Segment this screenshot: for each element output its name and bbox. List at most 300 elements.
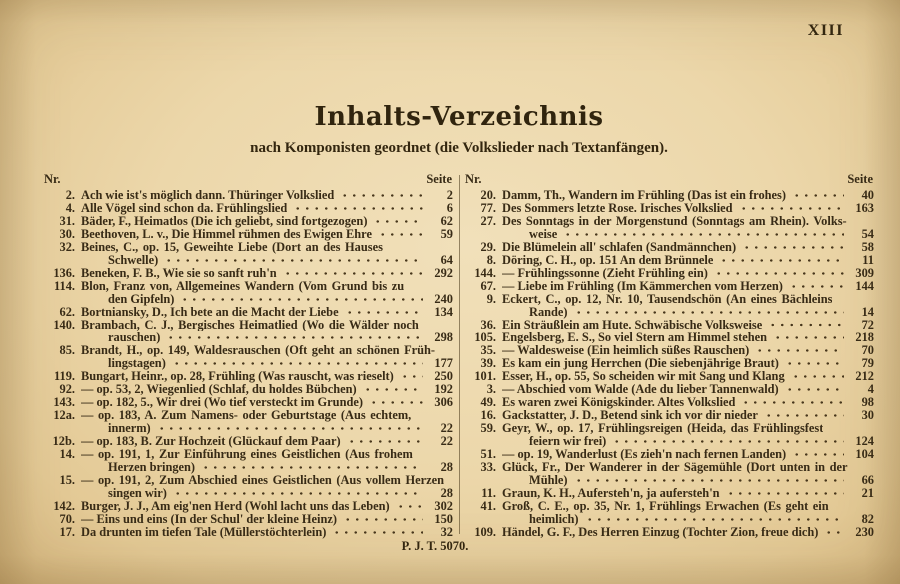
dot-leader bbox=[155, 422, 423, 435]
entry-number: 27. bbox=[480, 213, 496, 228]
entry-page-number: 22 bbox=[440, 421, 453, 436]
entry-line bbox=[81, 435, 453, 448]
entry-line-continued bbox=[81, 422, 453, 435]
column-divider-rule bbox=[459, 175, 460, 534]
printer-plate-mark: P. J. T. 5070. bbox=[401, 539, 469, 553]
index-entry bbox=[465, 344, 874, 357]
entry-number: 101. bbox=[474, 369, 496, 384]
entry-number: 62. bbox=[59, 304, 75, 319]
entry-page-number: 306 bbox=[434, 395, 453, 410]
entry-line bbox=[502, 461, 874, 474]
entry-page-number: 144 bbox=[855, 278, 874, 293]
entry-body bbox=[81, 396, 453, 409]
index-entry bbox=[465, 370, 874, 383]
entry-body bbox=[502, 461, 874, 487]
entry-number: 119. bbox=[54, 369, 75, 384]
dot-leader bbox=[771, 331, 844, 344]
entry-body bbox=[502, 357, 874, 370]
entry-body bbox=[81, 383, 453, 396]
entry-line bbox=[81, 448, 453, 461]
entry-body bbox=[81, 370, 453, 383]
index-entry bbox=[44, 319, 453, 345]
entry-line bbox=[502, 344, 874, 357]
entry-text: Damm, Th., Wandern im Frühling (Das ist ein frohes) bbox=[502, 189, 786, 202]
dot-leader bbox=[171, 487, 423, 500]
entry-page-number: 82 bbox=[861, 511, 874, 526]
dot-leader bbox=[281, 267, 423, 280]
entry-page-number: 72 bbox=[861, 317, 874, 332]
dot-leader bbox=[343, 306, 423, 319]
index-entry bbox=[44, 435, 453, 448]
entry-list-right bbox=[465, 189, 874, 539]
column-header bbox=[465, 172, 874, 186]
entry-line bbox=[81, 202, 453, 215]
entry-body bbox=[81, 241, 453, 267]
index-entry bbox=[44, 500, 453, 513]
entry-line bbox=[502, 215, 874, 228]
dot-leader bbox=[398, 370, 423, 383]
entry-number: 49. bbox=[480, 395, 496, 410]
entry-body bbox=[502, 189, 874, 202]
entry-number: 3. bbox=[486, 382, 496, 397]
entry-number: 41. bbox=[480, 498, 496, 513]
index-entry bbox=[44, 267, 453, 280]
entry-line bbox=[502, 319, 874, 332]
entry-line bbox=[81, 280, 453, 293]
entry-text: — op. 182, 5., Wir drei (Wo tief versteckt im Grunde) bbox=[81, 396, 363, 410]
entry-body bbox=[502, 215, 874, 241]
entry-body bbox=[502, 267, 874, 280]
entry-body bbox=[81, 215, 453, 228]
dot-leader bbox=[371, 215, 423, 228]
entry-page-number: 30 bbox=[861, 408, 874, 423]
entry-number: 2. bbox=[65, 188, 75, 202]
dot-leader bbox=[330, 526, 423, 539]
entry-page-number: 40 bbox=[861, 188, 874, 202]
dot-leader bbox=[341, 513, 423, 526]
entry-text-continued: den Gipfeln) bbox=[108, 292, 175, 306]
index-entry bbox=[44, 202, 453, 215]
entry-text: Gackstatter, J. D., Betend sink ich vor dir nieder bbox=[502, 409, 758, 423]
entry-line bbox=[502, 254, 874, 267]
entry-number: 8. bbox=[486, 252, 496, 267]
dot-leader bbox=[739, 396, 844, 409]
entry-body bbox=[81, 474, 453, 500]
index-entry bbox=[44, 474, 453, 500]
entry-line-continued bbox=[81, 331, 453, 344]
entry-text: Des Sommers letzte Rose. Irisches Volkslied bbox=[502, 201, 733, 215]
entry-body bbox=[81, 267, 453, 280]
dot-leader bbox=[783, 357, 844, 370]
entry-line bbox=[81, 526, 453, 539]
entry-page-number: 11 bbox=[862, 252, 874, 267]
entry-number: 51. bbox=[480, 447, 496, 462]
entry-number: 85. bbox=[59, 343, 75, 358]
entry-page-number: 28 bbox=[440, 485, 453, 500]
dot-leader bbox=[361, 383, 423, 396]
entry-text: Glück, Fr., Der Wanderer in der Sägemühle (Dort unten in der bbox=[502, 461, 848, 474]
index-entry bbox=[44, 280, 453, 306]
entry-page-number: 134 bbox=[434, 304, 453, 319]
entry-number: 9. bbox=[486, 291, 496, 306]
entry-body bbox=[81, 448, 453, 474]
dot-leader bbox=[338, 189, 423, 202]
index-entry bbox=[465, 526, 874, 539]
entry-line-continued bbox=[502, 306, 874, 319]
entry-line-continued bbox=[502, 474, 874, 487]
entry-number: 12b. bbox=[52, 434, 75, 449]
entry-body bbox=[502, 202, 874, 215]
dot-leader bbox=[376, 228, 423, 241]
index-entry bbox=[465, 267, 874, 280]
entry-line bbox=[81, 241, 453, 254]
entry-number: 30. bbox=[59, 226, 75, 241]
entry-body bbox=[502, 448, 874, 461]
dot-leader bbox=[345, 435, 423, 448]
entry-body bbox=[502, 293, 874, 319]
index-entry bbox=[465, 357, 874, 370]
entry-body bbox=[81, 513, 453, 526]
index-entry bbox=[44, 215, 453, 228]
entry-text: Da drunten im tiefen Tale (Müllerstöchterlein) bbox=[81, 525, 327, 539]
entry-text: Brandt, H., op. 149, Waldesrauschen (Oft geht an schönen Früh- bbox=[81, 344, 436, 358]
entry-number: 143. bbox=[53, 395, 75, 410]
entry-text: Es kam ein jung Herrchen (Die siebenjährige Braut) bbox=[502, 357, 779, 371]
entry-text: Ein Sträußlein am Hute. Schwäbische Volksweise bbox=[502, 318, 763, 332]
entry-line bbox=[81, 500, 453, 513]
entry-body bbox=[81, 319, 453, 345]
entry-text-continued: Schwelle) bbox=[108, 253, 159, 267]
entry-number: 105. bbox=[474, 330, 496, 345]
entry-number: 20. bbox=[480, 188, 496, 202]
index-entry bbox=[44, 228, 453, 241]
dot-leader bbox=[572, 306, 844, 319]
entry-line bbox=[502, 422, 874, 435]
index-entry bbox=[465, 331, 874, 344]
entry-number: 70. bbox=[59, 511, 75, 526]
entry-page-number: 309 bbox=[855, 265, 874, 280]
entry-page-number: 302 bbox=[434, 498, 453, 513]
entry-line-continued bbox=[81, 254, 453, 267]
entry-text: Groß, C. E., op. 35, Nr. 1, Frühlings Erwachen (Es geht ein bbox=[502, 499, 829, 513]
index-entry bbox=[44, 513, 453, 526]
dot-leader bbox=[178, 293, 423, 306]
seite-column-label: Seite bbox=[847, 172, 873, 186]
entry-text: — Frühlingssonne (Zieht Frühling ein) bbox=[502, 266, 708, 280]
dot-leader bbox=[737, 202, 844, 215]
page-title: Inhalts-Verzeichnis bbox=[314, 102, 604, 132]
entry-page-number: 124 bbox=[855, 434, 874, 449]
entry-text: Bungart, Heinr., op. 28, Frühling (Was rauscht, was rieselt) bbox=[81, 370, 394, 384]
entry-page-number: 4 bbox=[867, 382, 874, 397]
index-entry bbox=[465, 422, 874, 448]
entry-line bbox=[81, 396, 453, 409]
entry-line bbox=[502, 526, 874, 539]
index-entry bbox=[44, 189, 453, 202]
entry-line bbox=[81, 189, 453, 202]
entry-line-continued bbox=[502, 435, 874, 448]
entry-page-number: 28 bbox=[440, 460, 453, 475]
entry-text: Beethoven, L. v., Die Himmel rühmen des Ewigen Ehre bbox=[81, 227, 372, 241]
entry-number: 4. bbox=[65, 200, 75, 215]
dot-leader bbox=[724, 487, 844, 500]
entry-text: Blon, Franz von, Allgemeines Wandern (Vom Grund bis zu bbox=[81, 279, 405, 293]
index-entry bbox=[44, 383, 453, 396]
dot-leader bbox=[561, 228, 844, 241]
entry-page-number: 2 bbox=[446, 188, 453, 202]
dot-leader bbox=[162, 254, 423, 267]
entry-body bbox=[502, 396, 874, 409]
entry-number: 11. bbox=[481, 485, 496, 500]
entry-line bbox=[502, 280, 874, 293]
entry-page-number: 240 bbox=[434, 291, 453, 306]
entry-number: 59. bbox=[480, 421, 496, 436]
entry-body bbox=[502, 331, 874, 344]
entry-line bbox=[81, 228, 453, 241]
entry-number: 35. bbox=[480, 343, 496, 358]
entry-line bbox=[502, 370, 874, 383]
entry-line bbox=[502, 267, 874, 280]
entry-line bbox=[502, 487, 874, 500]
entry-page-number: 218 bbox=[855, 330, 874, 345]
entry-number: 16. bbox=[480, 408, 496, 423]
entry-body bbox=[502, 422, 874, 448]
entry-text: — op. 19, Wanderlust (Es zieh'n nach fernen Landen) bbox=[502, 448, 787, 462]
entry-body bbox=[502, 254, 874, 267]
entry-text-continued: rauschen) bbox=[108, 331, 161, 345]
entry-line bbox=[81, 306, 453, 319]
index-entry bbox=[44, 526, 453, 539]
entry-page-number: 230 bbox=[855, 524, 874, 539]
entry-body bbox=[502, 500, 874, 526]
entry-line-continued bbox=[81, 357, 453, 370]
column-header bbox=[44, 172, 453, 186]
dot-leader bbox=[766, 319, 844, 332]
entry-page-number: 192 bbox=[434, 382, 453, 397]
dot-leader bbox=[291, 202, 423, 215]
entry-body bbox=[81, 228, 453, 241]
entry-text: — op. 183, A. Zum Namens- oder Geburtstage (Aus echtem, bbox=[81, 409, 412, 423]
dot-leader bbox=[170, 357, 423, 370]
entry-body bbox=[81, 344, 453, 370]
dot-leader bbox=[367, 396, 423, 409]
entry-page-number: 32 bbox=[440, 524, 453, 539]
entry-page-number: 298 bbox=[434, 330, 453, 345]
entry-body bbox=[81, 500, 453, 513]
entry-line-continued bbox=[81, 487, 453, 500]
entry-page-number: 64 bbox=[440, 252, 453, 267]
entry-line bbox=[502, 202, 874, 215]
entry-number: 67. bbox=[480, 278, 496, 293]
entry-text: Ach wie ist's möglich dann. Thüringer Volkslied bbox=[81, 189, 335, 202]
index-entry bbox=[465, 487, 874, 500]
entry-line-continued bbox=[81, 461, 453, 474]
entry-page-number: 54 bbox=[861, 226, 874, 241]
entry-text: Esser, H., op. 55, So scheiden wir mit Sang und Klang bbox=[502, 370, 785, 384]
dot-leader bbox=[583, 513, 844, 526]
entry-line bbox=[502, 448, 874, 461]
dot-leader bbox=[789, 370, 844, 383]
entry-body bbox=[502, 487, 874, 500]
entry-page-number: 59 bbox=[440, 226, 453, 241]
entry-text: Händel, G. F., Des Herren Einzug (Tochter Zion, freue dich) bbox=[502, 525, 819, 539]
index-entry bbox=[465, 500, 874, 526]
entry-line bbox=[502, 409, 874, 422]
entry-page-number: 14 bbox=[861, 304, 874, 319]
entry-number: 144. bbox=[474, 265, 496, 280]
entry-text: Es waren zwei Königskinder. Altes Volkslied bbox=[502, 396, 736, 410]
dot-leader bbox=[783, 383, 844, 396]
entry-body bbox=[502, 409, 874, 422]
entry-page-number: 6 bbox=[446, 200, 453, 215]
dot-leader bbox=[822, 526, 844, 539]
entry-number: 33. bbox=[480, 460, 496, 475]
entry-number: 39. bbox=[480, 356, 496, 371]
entry-page-number: 98 bbox=[861, 395, 874, 410]
dot-leader bbox=[753, 344, 844, 357]
index-entry bbox=[44, 344, 453, 370]
entry-line bbox=[81, 370, 453, 383]
dot-leader bbox=[394, 500, 423, 513]
entry-line-continued bbox=[502, 228, 874, 241]
entry-number: 142. bbox=[53, 498, 75, 513]
entry-page-number: 250 bbox=[434, 369, 453, 384]
nr-column-label: Nr. bbox=[44, 172, 61, 186]
entry-body bbox=[502, 383, 874, 396]
dot-leader bbox=[572, 474, 844, 487]
entry-number: 77. bbox=[480, 200, 496, 215]
entry-body bbox=[502, 241, 874, 254]
entry-page-number: 70 bbox=[861, 343, 874, 358]
entry-text-continued: Mühle) bbox=[529, 473, 568, 487]
entry-number: 114. bbox=[54, 278, 75, 293]
entry-number: 17. bbox=[59, 524, 75, 539]
index-entry bbox=[465, 319, 874, 332]
entry-text-continued: singen wir) bbox=[108, 486, 167, 500]
entry-line-continued bbox=[502, 513, 874, 526]
entry-body bbox=[81, 280, 453, 306]
entry-number: 29. bbox=[480, 239, 496, 254]
entry-line bbox=[502, 241, 874, 254]
index-entry bbox=[44, 396, 453, 409]
index-entry bbox=[44, 409, 453, 435]
entry-body bbox=[81, 306, 453, 319]
entry-page-number: 104 bbox=[855, 447, 874, 462]
entry-text: — Eins und eins (In der Schul' der kleine Heinz) bbox=[81, 512, 338, 526]
entry-line bbox=[502, 293, 874, 306]
entry-body bbox=[502, 344, 874, 357]
entry-line bbox=[81, 319, 453, 332]
entry-line bbox=[81, 344, 453, 357]
entry-text-continued: Herzen bringen) bbox=[108, 461, 196, 474]
entry-line bbox=[81, 513, 453, 526]
index-entry bbox=[44, 370, 453, 383]
entry-number: 109. bbox=[474, 524, 496, 539]
entry-body bbox=[502, 370, 874, 383]
index-entry bbox=[465, 215, 874, 241]
entry-text-continued: feiern wir frei) bbox=[529, 435, 607, 449]
page-subtitle: nach Komponisten geordnet (die Volkslieder nach Textanfängen). bbox=[250, 140, 668, 156]
entry-text: — op. 183, B. Zur Hochzeit (Glückauf dem Paar) bbox=[81, 435, 341, 449]
index-entry bbox=[465, 293, 874, 319]
entry-text: Die Blümelein all' schlafen (Sandmännchen) bbox=[502, 240, 737, 254]
entry-page-number: 66 bbox=[861, 472, 874, 487]
page-number: XIII bbox=[807, 22, 844, 39]
entry-line bbox=[81, 409, 453, 422]
page-header bbox=[44, 102, 874, 157]
entry-text-continued: weise bbox=[529, 227, 558, 241]
entry-line bbox=[81, 383, 453, 396]
entry-text: Beines, C., op. 15, Geweihte Liebe (Dort an des Hauses bbox=[81, 240, 383, 254]
entry-text: — op. 53, 2, Wiegenlied (Schlaf, du holdes Bübchen) bbox=[81, 383, 357, 397]
entry-text: Engelsberg, E. S., So viel Stern am Himmel stehen bbox=[502, 331, 768, 345]
entry-page-number: 163 bbox=[855, 200, 874, 215]
dot-leader bbox=[790, 448, 844, 461]
dot-leader bbox=[199, 461, 423, 474]
entry-text: Alle Vögel sind schon da. Frühlingslied bbox=[81, 201, 288, 215]
nr-column-label: Nr. bbox=[465, 172, 482, 186]
entry-body bbox=[81, 526, 453, 539]
entry-page-number: 292 bbox=[434, 265, 453, 280]
entry-text: Döring, C. H., op. 151 An dem Brünnele bbox=[502, 253, 714, 267]
entry-body bbox=[502, 280, 874, 293]
entry-text: — op. 191, 1, Zur Einführung eines Geistlichen (Aus frohem bbox=[81, 448, 413, 462]
index-entry bbox=[465, 409, 874, 422]
entry-page-number: 150 bbox=[434, 511, 453, 526]
entry-page-number: 22 bbox=[440, 434, 453, 449]
index-entry bbox=[465, 280, 874, 293]
entry-number: 140. bbox=[53, 317, 75, 332]
entry-text: Eckert, C., op. 12, Nr. 10, Tausendschön (An eines Bächleins bbox=[502, 292, 833, 306]
entry-text: Beneken, F. B., Wie sie so sanft ruh'n bbox=[81, 266, 277, 280]
dot-leader bbox=[712, 267, 844, 280]
index-entry bbox=[465, 396, 874, 409]
entry-number: 14. bbox=[59, 447, 75, 462]
entry-line bbox=[502, 383, 874, 396]
entry-body bbox=[502, 526, 874, 539]
entry-line bbox=[502, 331, 874, 344]
entry-body bbox=[81, 409, 453, 435]
dot-leader bbox=[762, 409, 844, 422]
entry-text: — Waldesweise (Ein heimlich süßes Rauschen) bbox=[502, 344, 750, 358]
dot-leader bbox=[164, 331, 423, 344]
entry-body bbox=[81, 202, 453, 215]
entry-text-continued: heimlich) bbox=[529, 512, 579, 526]
entry-page-number: 62 bbox=[440, 213, 453, 228]
index-entry bbox=[465, 202, 874, 215]
entry-page-number: 21 bbox=[861, 485, 874, 500]
dot-leader bbox=[610, 435, 844, 448]
entry-body bbox=[81, 189, 453, 202]
index-entry bbox=[465, 189, 874, 202]
entry-number: 31. bbox=[59, 213, 75, 228]
entry-page-number: 58 bbox=[861, 239, 874, 254]
entry-number: 136. bbox=[53, 265, 75, 280]
entry-body bbox=[81, 435, 453, 448]
entry-line bbox=[502, 396, 874, 409]
entry-number: 15. bbox=[59, 472, 75, 487]
entry-text: Geyr, W., op. 17, Frühlingsreigen (Heida, das Frühlingsfest bbox=[502, 422, 824, 436]
index-columns bbox=[44, 172, 874, 540]
entry-line bbox=[81, 215, 453, 228]
dot-leader bbox=[717, 254, 844, 267]
index-entry bbox=[465, 448, 874, 461]
entry-number: 32. bbox=[59, 239, 75, 254]
entry-text: Des Sonntags in der Morgenstund (Sonntags am Rhein). Volks- bbox=[502, 214, 847, 228]
index-entry bbox=[465, 254, 874, 267]
entry-line-continued bbox=[81, 293, 453, 306]
entry-list-left bbox=[44, 189, 453, 539]
